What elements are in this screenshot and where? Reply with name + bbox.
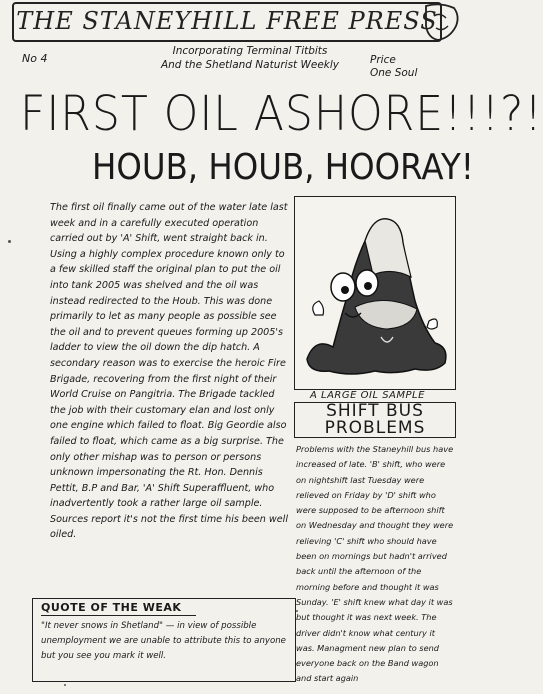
image-caption: A LARGE OIL SAMPLE xyxy=(310,390,425,401)
oil-sample-illustration xyxy=(294,196,456,390)
price-line-1: Price xyxy=(370,54,396,66)
corner-scribble-icon xyxy=(420,2,462,46)
shift-bus-heading xyxy=(294,402,456,438)
print-speck xyxy=(8,240,11,243)
masthead-subtitle xyxy=(150,44,350,72)
quote-text: "It never snows in Shetland" — in view of possible unemployment we are unable to attribute this to anyone but you see you mark it well. xyxy=(41,621,286,661)
quote-heading: QUOTE OF THE WEAK xyxy=(41,601,196,616)
print-speck xyxy=(296,610,298,612)
shift-bus-title-line-1: SHIFT BUS xyxy=(326,401,424,421)
oil-blob-drawing xyxy=(295,197,455,389)
main-headline: FIRST OIL ASHORE!!!?! xyxy=(20,86,543,142)
issue-number: No 4 xyxy=(22,52,48,65)
quote-box xyxy=(32,598,296,682)
sub-headline: HOUB, HOUB, HOORAY! xyxy=(92,147,474,188)
masthead-title: THE STANEYHILL FREE PRESS xyxy=(12,2,442,42)
article-body: The first oil finally came out of the water late last week and in a carefully executed operation carried out by 'A' Shift, went straight back in. Using a highly complex procedure known only to a few skilled staff the original plan to put the oil into tank 2005 was shelved and the oil was instead redirected to the Houb. This was done primarily to let as many people as possible see the oil and to prevent queues forming up 2005's ladder to view the oil down the dip hatch. A secondary reason was to exercise the heroic Fire Brigade, recovering from the first night of their World Cruise on Pangitria. The Brigade tackled the job with their customary elan and lost only one engine which failed to float. Big Geordie also failed to float, which came as a big surprise. The only other mishap was to person or persons unknown impersonating the Rt. Hon. Dennis Pettit, B.P and Bar, 'A' Shift Superaffluent, who inadvertently took a rather large oil sample. Sources report it's not the first time his been well oiled. xyxy=(50,202,289,541)
print-speck xyxy=(64,684,66,686)
shift-bus-body: Problems with the Staneyhill bus have increased of late. 'B' shift, who were on nightshift last Tuesday were relieved on Friday by 'D' shift who were supposed to be afternoon shift on Wednesday and thought they were relieving 'C' shift who should have been on mornings but hadn't arrived back until the afternoon of the morning before and thought it was Sunday. 'E' shift knew what day it was but thought it was next week. The driver didn't know what century it was. Managment new plan to send everyone back on the Band wagon and start again xyxy=(296,444,454,684)
shift-bus-title-line-2: PROBLEMS xyxy=(324,418,426,438)
subtitle-line-1: Incorporating Terminal Titbits xyxy=(172,45,328,57)
price-line-2: One Soul xyxy=(370,67,418,79)
price-label xyxy=(370,54,417,80)
subtitle-line-2: And the Shetland Naturist Weekly xyxy=(160,59,340,71)
